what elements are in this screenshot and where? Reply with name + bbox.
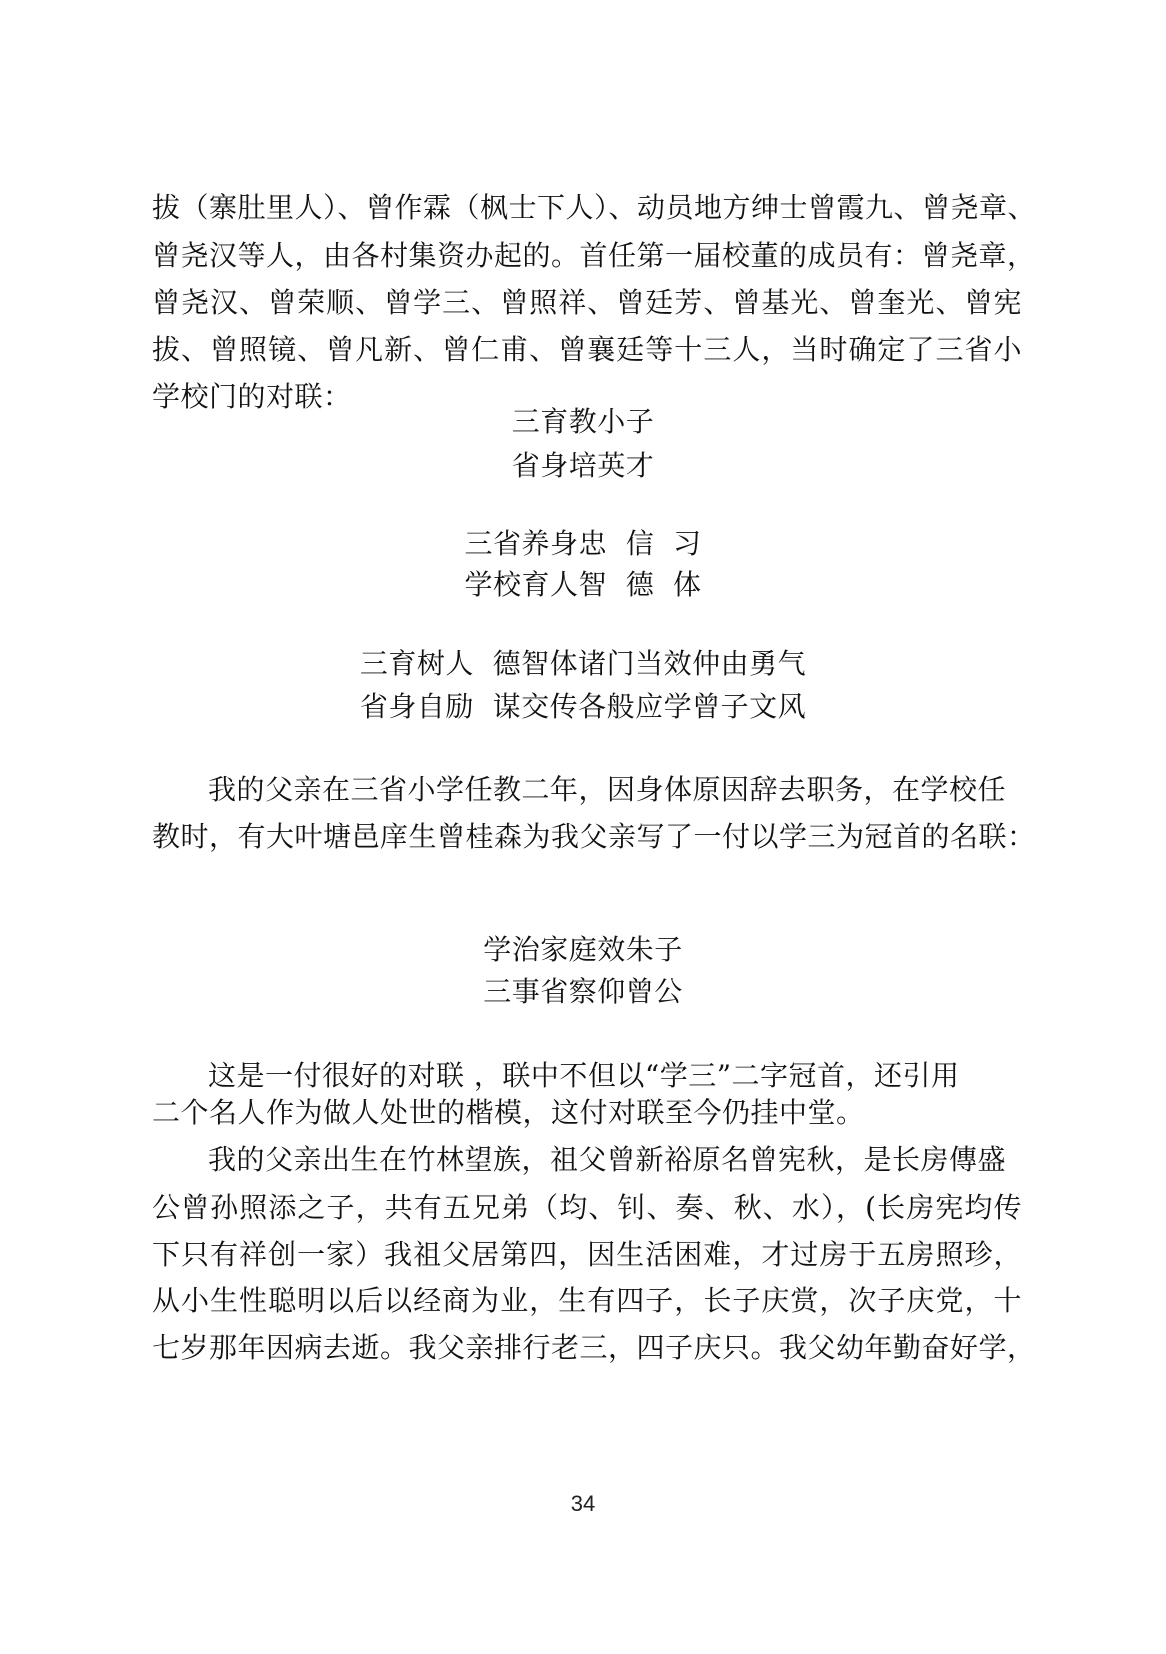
- paragraph-1-line-3: 曾尧汉、曾荣顺、曾学三、曾照祥、曾廷芳、曾基光、曾奎光、曾宪: [152, 286, 1022, 319]
- paragraph-2-line-2: 教时，有大叶塘邑庠生曾桂森为我父亲写了一付以学三为冠首的名联：: [152, 820, 1036, 853]
- couplet-3-line-2: 省身自励 谋交传各般应学曾子文风: [359, 690, 807, 723]
- paragraph-1-line-4: 拔、曾照镜、曾凡新、曾仁甫、曾襄廷等十三人，当时确定了三省小: [152, 333, 1022, 366]
- paragraph-1-line-1: 拔（寨肚里人）、曾作霖（枫士下人）、动员地方绅士曾霞九、曾尧章、: [152, 191, 1037, 224]
- paragraph-3-line-1: 这是一付很好的对联 ，联中不但以“学三”二字冠首，还引用: [208, 1059, 960, 1092]
- couplet-2-line-2: 学校育人智 德 体: [464, 568, 702, 601]
- paragraph-4-line-2: 公曾孙照添之子，共有五兄弟（均、钊、奏、秋、水），(长房宪均传: [152, 1191, 1022, 1224]
- couplet-4-line-1: 学治家庭效朱子: [483, 933, 683, 966]
- couplet-3-line-1: 三育树人 德智体诸门当效仲由勇气: [359, 647, 807, 680]
- paragraph-4-line-5: 七岁那年因病去逝。我父亲排行老三，四子庆只。我父幼年勤奋好学，: [152, 1331, 1036, 1364]
- couplet-1-line-2: 省身培英才: [511, 449, 655, 482]
- couplet-2-line-1: 三省养身忠 信 习: [464, 527, 702, 560]
- couplet-4-line-2: 三事省察仰曾公: [483, 975, 683, 1008]
- paragraph-1-line-2: 曾尧汉等人，由各村集资办起的。首任第一届校董的成员有：曾尧章，: [152, 239, 1036, 272]
- paragraph-1-line-5: 学校门的对联：: [152, 380, 352, 413]
- couplet-1-line-1: 三育教小子: [511, 405, 655, 438]
- paragraph-3-line-2: 二个名人作为做人处世的楷模，这付对联至今仍挂中堂。: [152, 1096, 865, 1129]
- paragraph-2-line-1: 我的父亲在三省小学任教二年，因身体原因辞去职务，在学校任: [208, 773, 1007, 806]
- paragraph-4-line-4: 从小生性聪明以后以经商为业，生有四子，长子庆赏，次子庆党，十: [152, 1284, 1022, 1317]
- page-number: 34: [570, 1491, 596, 1516]
- paragraph-4-line-1: 我的父亲出生在竹林望族，祖父曾新裕原名曾宪秋，是长房傳盛: [208, 1143, 1007, 1176]
- paragraph-4-line-3: 下只有祥创一家）我祖父居第四，因生活困难，才过房于五房照珍，: [152, 1238, 1022, 1271]
